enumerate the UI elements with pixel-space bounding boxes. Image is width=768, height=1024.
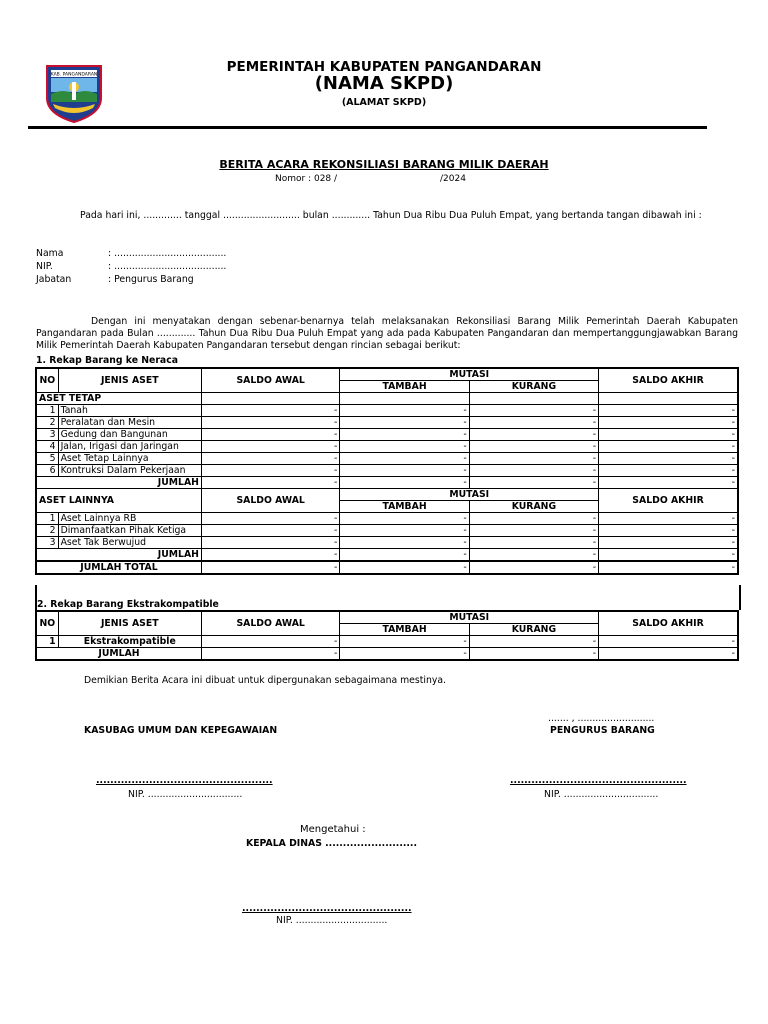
jumlah-label-3: JUMLAH [36,648,201,661]
right-nip: NIP. ................................ [544,789,659,800]
header-no-3: NO [36,611,58,636]
row-saldo-awal: - [201,417,339,429]
section-2-heading: 2. Rekap Barang Ekstrakompatible [37,599,219,610]
row-saldo-awal: - [201,465,339,477]
row-name: Aset Lainnya RB [58,513,201,525]
row-no: 2 [36,417,58,429]
field-label-jabatan: Jabatan [36,274,72,285]
jumlah2-tambah: - [340,549,469,562]
total-kurang: - [469,561,598,574]
row-no: 1 [36,405,58,417]
government-name: PEMERINTAH KABUPATEN PANGANDARAN [226,59,542,75]
jumlah-tambah: - [340,477,469,489]
row-tambah: - [340,636,469,648]
row-name: Aset Tetap Lainnya [58,453,201,465]
row-tambah: - [340,513,469,525]
header-mutasi: MUTASI [340,368,599,381]
intro-paragraph: Pada hari ini, ............. tanggal .......................... bulan ............. Tahun Dua Ribu Dua Puluh Empat, yang bertanda tangan dibawah ini : [80,210,702,221]
place-date: ....... , .......................... [548,713,655,724]
header-tambah-3: TAMBAH [340,624,469,636]
header-no: NO [36,368,58,393]
row-kurang: - [469,405,598,417]
row-saldo-awal: - [201,441,339,453]
jumlah-total-label: JUMLAH TOTAL [36,561,201,574]
skpd-name: (NAMA SKPD) [314,73,454,94]
row-kurang: - [469,525,598,537]
header-tambah: TAMBAH [340,381,469,393]
table-row [36,429,738,441]
jumlah3-kurang: - [469,648,598,661]
row-kurang: - [469,453,598,465]
left-nip: NIP. ................................ [128,789,243,800]
header-saldo-akhir-3: SALDO AKHIR [599,611,738,636]
group-aset-lainnya: ASET LAINNYA [36,489,201,513]
row-tambah: - [340,417,469,429]
row-saldo-awal: - [201,513,339,525]
header-kurang: KURANG [469,381,598,393]
row-kurang: - [469,429,598,441]
row-tambah: - [340,429,469,441]
header-kurang-2: KURANG [469,501,598,513]
jumlah3-saldo-awal: - [201,648,339,661]
header-mutasi-2: MUTASI [340,489,599,501]
rekap-neraca-table [35,367,739,575]
row-saldo-akhir: - [599,429,738,441]
group-aset-tetap: ASET TETAP [36,393,201,405]
row-saldo-awal: - [201,636,339,648]
header-mutasi-3: MUTASI [340,611,599,624]
table-row [36,453,738,465]
row-name: Gedung dan Bangunan [58,429,201,441]
row-saldo-awal: - [201,453,339,465]
closing-statement: Demikian Berita Acara ini dibuat untuk dipergunakan sebagaimana mestinya. [84,675,447,686]
row-saldo-awal: - [201,525,339,537]
header-saldo-awal-2: SALDO AWAL [201,489,339,513]
row-name: Kontruksi Dalam Pekerjaan [58,465,201,477]
table-row [36,417,738,429]
row-tambah: - [340,405,469,417]
table-row [36,465,738,477]
row-no: 3 [36,429,58,441]
header-saldo-awal: SALDO AWAL [201,368,339,393]
row-kurang: - [469,465,598,477]
statement-paragraph: Dengan ini menyatakan dengan sebenar-benarnya telah melaksanakan Rekonsiliasi Barang Milik Pemerintah Daerah Kabupaten Pangandaran pada Bulan ............. Tahun Dua Ribu Dua Puluh Empat yang ada pada Kabupaten Pangandaran dan mempertanggungjawabkan Barang Milik Pemerintah Daerah Kabupaten Pangandaran tersebut dengan rincian sebagai berikut: [36,316,738,351]
jumlah-label: JUMLAH [36,477,201,489]
row-no: 5 [36,453,58,465]
total-saldo-akhir: - [599,561,738,574]
table-row [36,405,738,417]
row-tambah: - [340,465,469,477]
document-number: Nomor : 028 / /2024 [275,174,466,184]
row-name: Jalan, Irigasi dan Jaringan [58,441,201,453]
row-saldo-akhir: - [599,513,738,525]
jumlah-saldo-akhir: - [599,477,738,489]
row-kurang: - [469,417,598,429]
right-signature-line: .................................................. [510,775,687,786]
table-row [36,513,738,525]
row-saldo-awal: - [201,429,339,441]
row-saldo-akhir: - [599,636,738,648]
left-signer-title: KASUBAG UMUM DAN KEPEGAWAIAN [84,725,278,736]
jumlah2-kurang: - [469,549,598,562]
row-saldo-akhir: - [599,417,738,429]
left-signature-line: .................................................. [96,775,273,786]
jumlah3-tambah: - [340,648,469,661]
field-value-nama: : ...................................... [108,248,227,259]
row-saldo-akhir: - [599,537,738,549]
header-tambah-2: TAMBAH [340,501,469,513]
row-name: Tanah [58,405,201,417]
header-jenis-aset-3: JENIS ASET [58,611,201,636]
document-title: BERITA ACARA REKONSILIASI BARANG MILIK DAERAH [219,158,549,171]
jumlah-kurang: - [469,477,598,489]
center-signature-line: ................................................ [242,903,412,914]
row-saldo-akhir: - [599,525,738,537]
row-kurang: - [469,441,598,453]
row-no: 4 [36,441,58,453]
row-name: Ekstrakompatible [58,636,201,648]
header-saldo-akhir-2: SALDO AKHIR [599,489,738,513]
center-nip: NIP. ............................... [276,915,388,926]
jumlah-label-2: JUMLAH [36,549,201,562]
jumlah3-saldo-akhir: - [599,648,738,661]
right-signer-title: PENGURUS BARANG [550,725,655,736]
row-tambah: - [340,525,469,537]
total-tambah: - [340,561,469,574]
row-tambah: - [340,453,469,465]
rekap-ekstrakompatible-table [35,610,739,661]
row-kurang: - [469,537,598,549]
field-label-nama: Nama [36,248,64,259]
row-tambah: - [340,441,469,453]
skpd-address: (ALAMAT SKPD) [341,97,427,108]
header-rule [28,126,707,129]
row-saldo-akhir: - [599,405,738,417]
jumlah2-saldo-akhir: - [599,549,738,562]
row-saldo-akhir: - [599,465,738,477]
row-no: 6 [36,465,58,477]
section-1-heading: 1. Rekap Barang ke Neraca [36,355,178,366]
row-no: 2 [36,525,58,537]
row-saldo-akhir: - [599,453,738,465]
field-value-nip: : ...................................... [108,261,227,272]
row-kurang: - [469,636,598,648]
kepala-dinas-title: KEPALA DINAS .......................... [246,838,417,849]
row-no: 1 [36,513,58,525]
row-saldo-awal: - [201,537,339,549]
row-tambah: - [340,537,469,549]
header-saldo-awal-3: SALDO AWAL [201,611,339,636]
row-no: 1 [36,636,58,648]
row-kurang: - [469,513,598,525]
acknowledged-label: Mengetahui : [300,824,366,835]
header-kurang-3: KURANG [469,624,598,636]
table-row [36,525,738,537]
row-saldo-awal: - [201,405,339,417]
row-saldo-akhir: - [599,441,738,453]
total-saldo-awal: - [201,561,339,574]
row-no: 3 [36,537,58,549]
row-name: Peralatan dan Mesin [58,417,201,429]
field-value-jabatan: : Pengurus Barang [108,274,194,285]
jumlah2-saldo-awal: - [201,549,339,562]
header-saldo-akhir: SALDO AKHIR [599,368,738,393]
jumlah-saldo-awal: - [201,477,339,489]
field-label-nip: NIP. [36,261,53,272]
row-name: Aset Tak Berwujud [58,537,201,549]
table-row [36,441,738,453]
row-name: Dimanfaatkan Pihak Ketiga [58,525,201,537]
table-row [36,537,738,549]
header-jenis-aset: JENIS ASET [58,368,201,393]
logo-ribbon-text: KAB. PANGANDARAN [50,72,98,78]
